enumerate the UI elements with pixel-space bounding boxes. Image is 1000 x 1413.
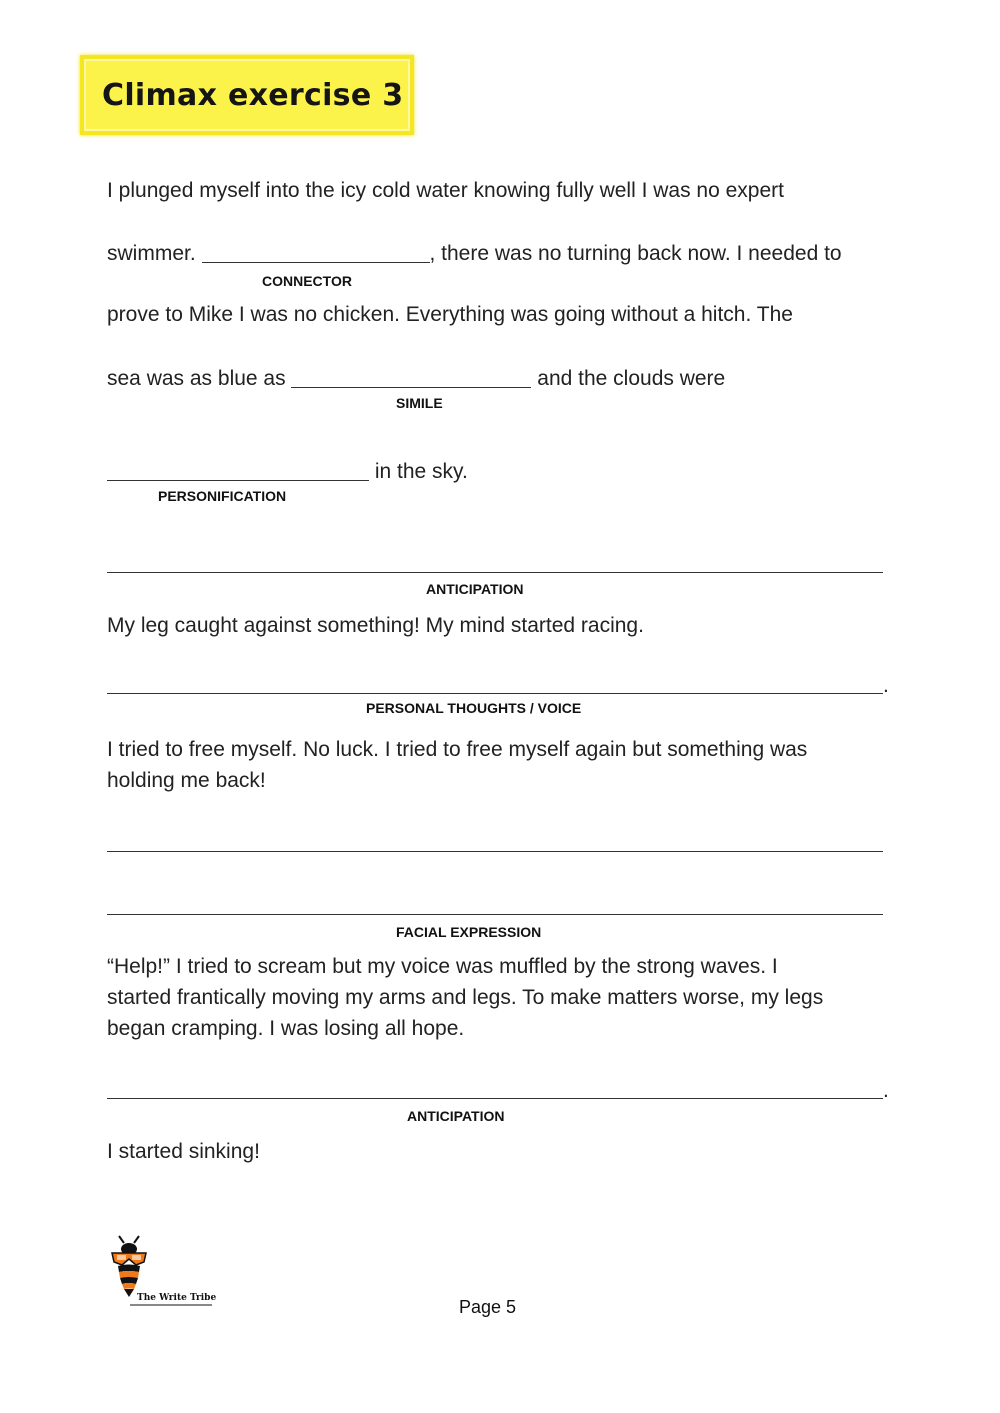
text-line: [107, 366, 725, 391]
simile-label: SIMILE: [396, 395, 443, 411]
text-fragment: swimmer.: [107, 242, 202, 265]
text-fragment: sea was as blue as: [107, 367, 292, 390]
text-line: My leg caught against something! My mind started racing.: [107, 614, 644, 637]
personal-thoughts-label: PERSONAL THOUGHTS / VOICE: [366, 700, 582, 716]
text-line: I started sinking!: [107, 1140, 260, 1163]
personification-label: PERSONIFICATION: [158, 488, 287, 504]
connector-blank[interactable]: [202, 241, 430, 263]
text-line: prove to Mike I was no chicken. Everything was going without a hitch. The: [107, 303, 793, 326]
period-mark: .: [883, 1079, 889, 1102]
text-fragment: in the sky.: [369, 460, 468, 483]
page-title: Climax exercise 3: [102, 78, 404, 113]
text-line: began cramping. I was losing all hope.: [107, 1017, 465, 1040]
page-number: Page 5: [459, 1297, 517, 1317]
anticipation-blank-2[interactable]: [107, 1098, 883, 1099]
text-line: “Help!” I tried to scream but my voice was muffled by the strong waves. I: [107, 955, 778, 978]
text-line: started frantically moving my arms and legs. To make matters worse, my legs: [107, 986, 824, 1009]
simile-blank[interactable]: [291, 366, 531, 388]
text-line: [107, 241, 842, 266]
period-mark: .: [883, 674, 889, 697]
anticipation-label-2: ANTICIPATION: [407, 1108, 505, 1124]
text-line: I tried to free myself. No luck. I tried to free myself again but something was: [107, 738, 808, 761]
bee-logo-icon: [108, 1235, 218, 1315]
personal-thoughts-blank[interactable]: [107, 693, 883, 694]
facial-expression-blank-2[interactable]: [107, 914, 883, 915]
facial-expression-blank-1[interactable]: [107, 851, 883, 852]
text-line: I plunged myself into the icy cold water knowing fully well I was no expert: [107, 179, 784, 202]
text-line: [107, 459, 468, 484]
connector-label: CONNECTOR: [262, 273, 352, 289]
logo-text: The Write Tribe: [137, 1293, 217, 1303]
text-fragment: , there was no turning back now. I needed to: [429, 242, 842, 265]
facial-expression-label: FACIAL EXPRESSION: [396, 924, 542, 940]
anticipation-blank[interactable]: [107, 572, 883, 573]
personification-blank[interactable]: [107, 459, 369, 481]
text-fragment: and the clouds were: [531, 367, 726, 390]
text-line: holding me back!: [107, 769, 266, 792]
anticipation-label: ANTICIPATION: [426, 581, 524, 597]
